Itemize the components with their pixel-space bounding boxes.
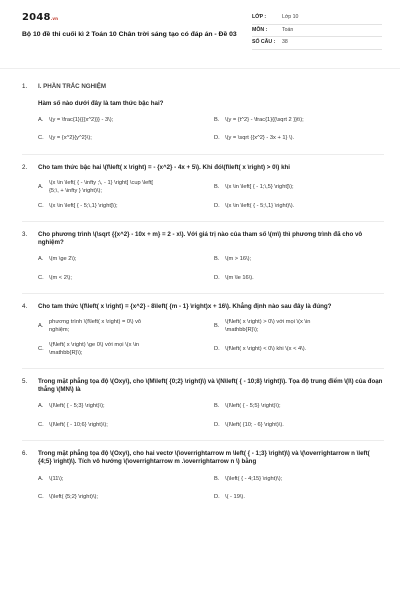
option-letter: C. xyxy=(38,135,44,142)
question-text: Trong mặt phẳng tọa độ \(Oxy\), cho \(M\left( {0;2} \right)\) và \(N\left( { - 10;8} \right)\). Tọa độ trung điểm \(I\) của đoạn thẳng \(MN\) là xyxy=(38,377,383,394)
option-letter: B. xyxy=(214,475,220,482)
option-letter: B. xyxy=(214,184,220,191)
option-c[interactable] xyxy=(38,135,214,143)
options xyxy=(38,256,384,282)
question-list xyxy=(0,74,400,502)
question-text: Hàm số nào dưới đây là tam thức bậc hai? xyxy=(38,100,164,108)
options xyxy=(38,403,384,429)
question-number: 6. xyxy=(22,449,28,457)
option-c[interactable] xyxy=(38,342,158,357)
option-text: \(11\); xyxy=(49,475,64,482)
options xyxy=(38,117,384,143)
option-letter: D. xyxy=(214,202,220,209)
logo-domain: .vn xyxy=(50,16,59,21)
option-text: phương trình \(f\left( x \right) = 0\) vô nghiệm; xyxy=(49,318,142,333)
meta-value: 38 xyxy=(282,39,288,46)
option-b[interactable] xyxy=(214,319,334,334)
question-number: 2. xyxy=(22,164,28,172)
option-letter: A. xyxy=(38,403,44,410)
meta-key: SỐ CÂU : xyxy=(252,39,276,46)
option-b[interactable] xyxy=(214,180,384,195)
option-text: \(I\left( { - 5;3} \right)\); xyxy=(49,403,105,410)
question-number: 5. xyxy=(22,377,28,385)
option-d[interactable] xyxy=(214,275,384,283)
option-text: \(f\left( x \right) > 0\) với mọi \(x \in \mathbb{R}\); xyxy=(225,318,311,333)
options xyxy=(38,319,384,358)
option-a[interactable] xyxy=(38,319,158,334)
meta-value: Lớp 10 xyxy=(282,14,299,21)
logo-main: 2048 xyxy=(22,12,51,23)
option-text: \(m < 2\); xyxy=(49,274,72,281)
option-a[interactable] xyxy=(38,117,214,125)
option-text: \(y = \frac{1}{{{x^2}}} - 3\); xyxy=(49,116,114,123)
option-letter: A. xyxy=(38,322,44,329)
option-c[interactable] xyxy=(38,275,214,283)
option-a[interactable] xyxy=(38,256,214,264)
option-text: \(f\left( x \right) \ge 0\) với mọi \(x \in \mathbb{R}\); xyxy=(49,342,140,357)
option-text: \(I\left( {10; - 6} \right)\). xyxy=(225,422,284,429)
option-text: \(x \in \left[ { - 5;\,1} \right]\); xyxy=(49,202,118,209)
document-title: Bộ 10 đề thi cuối kì 2 Toán 10 Chân trời sáng tạo có đáp án - Đề 03 xyxy=(22,31,237,38)
option-letter: D. xyxy=(214,494,220,501)
option-text: \(m \le 16\). xyxy=(225,274,254,281)
option-letter: D. xyxy=(214,346,220,353)
option-text: \(\left( { - 4;15} \right)\); xyxy=(225,475,283,482)
option-text: \(y = \sqrt {{x^2} - 3x + 1} \). xyxy=(225,135,295,142)
page-header xyxy=(0,0,400,68)
question-number: 1. xyxy=(22,83,28,90)
question-3 xyxy=(0,222,400,283)
option-a[interactable] xyxy=(38,403,214,411)
question-text: Trong mặt phẳng tọa độ \(Oxy\), cho hai vectơ \(\overrightarrow m \left( { - 1;3} \right)\) và \(\overrightarrow n \left( {4;5} \right)\). Tích vô hướng \(\overrightarrow m .\overrightarrow n \) bằng xyxy=(38,449,370,466)
option-b[interactable] xyxy=(214,117,384,125)
question-number: 4. xyxy=(22,302,28,310)
option-text: \(f\left( x \right) < 0\) khi \(x < 4\). xyxy=(225,346,307,353)
option-text: \(m > 16\); xyxy=(225,256,252,263)
question-text: Cho tam thức \(f\left( x \right) = {x^2} - 8\left( {m - 1} \right)x + 16\). Khẳng định nào sau đây là đúng? xyxy=(38,302,332,310)
option-letter: D. xyxy=(214,274,220,281)
option-c[interactable] xyxy=(38,494,214,502)
meta-row-count xyxy=(252,37,382,50)
option-letter: A. xyxy=(38,184,44,191)
option-text: \(x \in \left( { - 5;\,1} \right)\). xyxy=(225,202,295,209)
question-2 xyxy=(0,155,400,210)
option-text: \(m \ge 2\); xyxy=(49,256,77,263)
option-letter: C. xyxy=(38,274,44,281)
option-d[interactable] xyxy=(214,494,384,502)
meta-row-class xyxy=(252,12,382,25)
options xyxy=(38,180,384,210)
option-letter: B. xyxy=(214,322,220,329)
option-letter: B. xyxy=(214,256,220,263)
question-text: Cho phương trình \(\sqrt {{x^2} - 10x + m} = 2 - x\). Với giá trị nào của tham số \(m\) thì phương trình đã cho vô nghiệm? xyxy=(38,230,363,246)
option-c[interactable] xyxy=(38,203,214,211)
option-d[interactable] xyxy=(214,203,384,211)
meta-row-subject xyxy=(252,25,382,38)
option-letter: C. xyxy=(38,422,44,429)
option-d[interactable] xyxy=(214,135,384,143)
option-letter: B. xyxy=(214,116,220,123)
meta-key: MÔN : xyxy=(252,26,268,33)
option-letter: A. xyxy=(38,475,44,482)
option-a[interactable] xyxy=(38,180,158,195)
option-text: \(y = {x^2}{y^2}\); xyxy=(49,135,92,142)
option-c[interactable] xyxy=(38,422,214,430)
option-text: \(I\left( { - 10;6} \right)\); xyxy=(49,422,108,429)
question-1 xyxy=(0,74,400,143)
option-text: \(x \in \left[ { - 1;\,5} \right]\); xyxy=(225,184,294,191)
section-heading: I. PHẦN TRẮC NGHIỆM xyxy=(38,83,107,90)
question-4 xyxy=(0,294,400,358)
question-text: Cho tam thức bậc hai \(f\left( x \right) = - {x^2} - 4x + 5\). Khi đó\(f\left( x \right) > 0\) khi xyxy=(38,164,291,172)
options xyxy=(38,476,384,502)
option-letter: D. xyxy=(214,422,220,429)
option-b[interactable] xyxy=(214,476,384,484)
option-b[interactable] xyxy=(214,256,384,264)
meta-value: Toán xyxy=(282,26,294,33)
option-letter: B. xyxy=(214,403,220,410)
option-d[interactable] xyxy=(214,342,384,357)
option-d[interactable] xyxy=(214,422,384,430)
option-letter: A. xyxy=(38,256,44,263)
option-text: \(\left( {5;2} \right)\); xyxy=(49,494,98,501)
option-a[interactable] xyxy=(38,476,214,484)
option-letter: C. xyxy=(38,346,44,353)
header-divider xyxy=(0,68,400,69)
option-text: \(y = {t^2} - \frac{1}{{\sqrt 2 }}t\); xyxy=(225,116,304,123)
option-text: \(I\left( { - 5;5} \right)\); xyxy=(225,403,281,410)
option-text: \( - 19\). xyxy=(225,494,245,501)
question-5 xyxy=(0,369,400,430)
question-number: 3. xyxy=(22,230,28,238)
option-letter: C. xyxy=(38,202,44,209)
option-letter: C. xyxy=(38,494,44,501)
option-letter: D. xyxy=(214,135,220,142)
meta-key: LỚP : xyxy=(252,14,267,21)
option-text: \(x \in \left( { - \infty ;\, - 1} \right] \cup \left[ {5;\, + \infty } \right)\); xyxy=(49,180,153,195)
option-b[interactable] xyxy=(214,403,384,411)
question-6 xyxy=(0,441,400,502)
meta-table xyxy=(252,12,382,50)
option-letter: A. xyxy=(38,116,44,123)
